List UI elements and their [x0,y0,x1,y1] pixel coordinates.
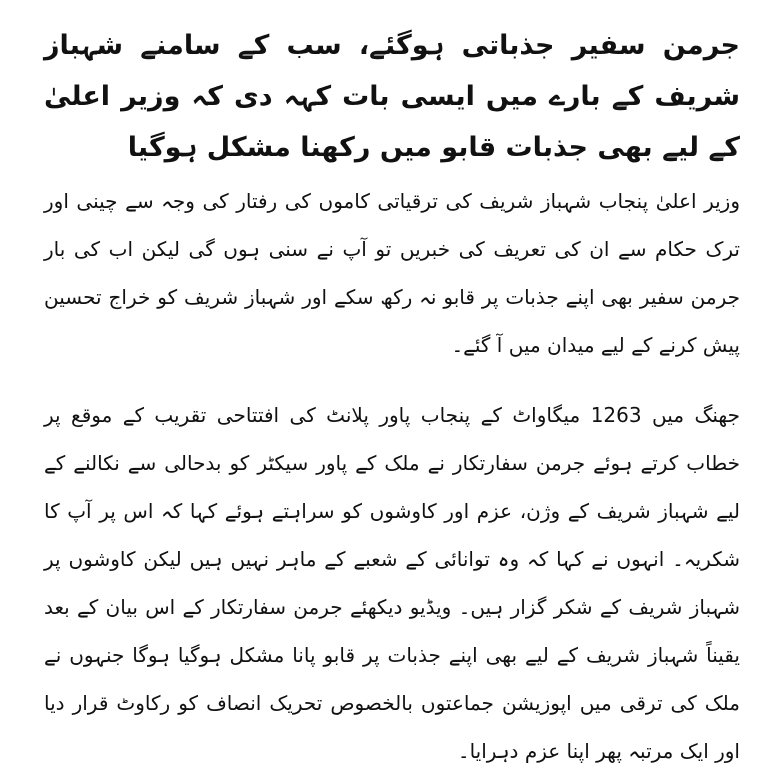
article-paragraph-2: جھنگ میں 1263 میگاواٹ کے پنجاب پاور پلانٹ کی افتتاحی تقریب کے موقع پر خطاب کرتے ہوئے جرمن سفارتکار نے ملک کے پاور سیکٹر کو بدحالی سے نکالنے کے لیے شہباز شریف کے وژن، عزم اور کاوشوں کو سراہتے ہوئے کہا کہ اس پر آپ کا شکریہ۔ انہوں نے کہا کہ وہ توانائی کے شعبے کے ماہر نہیں ہیں لیکن کاوشوں پر شہباز شریف کے شکر گزار ہیں۔ ویڈیو دیکھئے جرمن سفارتکار کے اس بیان کے بعد یقیناً شہباز شریف کے لیے بھی اپنے جذبات پر قابو پانا مشکل ہوگیا ہوگا جنہوں نے ملک کی ترقی میں اپوزیشن جماعتوں بالخصوص تحریک انصاف کو رکاوٹ قرار دیا اور ایک مرتبہ پھر اپنا عزم دہرایا۔ [44,403,740,763]
article-headline: جرمن سفیر جذباتی ہوگئے، سب کے سامنے شہباز شریف کے بارے میں ایسی بات کہہ دی کہ وزیر اعلیٰ کے لیے بھی جذبات قابو میں رکھنا مشکل ہوگیا [44,30,740,163]
article-paragraph-1: وزیر اعلیٰ پنجاب شہباز شریف کی ترقیاتی کاموں کی رفتار کی وجہ سے چینی اور ترک حکام سے ان کی تعریف کی خبریں تو آپ نے سنی ہوں گی لیکن اب کی بار جرمن سفیر بھی اپنے جذبات پر قابو نہ رکھ سکے اور شہباز شریف کو خراج تحسین پیش کرنے کے لیے میدان میں آ گئے۔ [44,189,740,357]
